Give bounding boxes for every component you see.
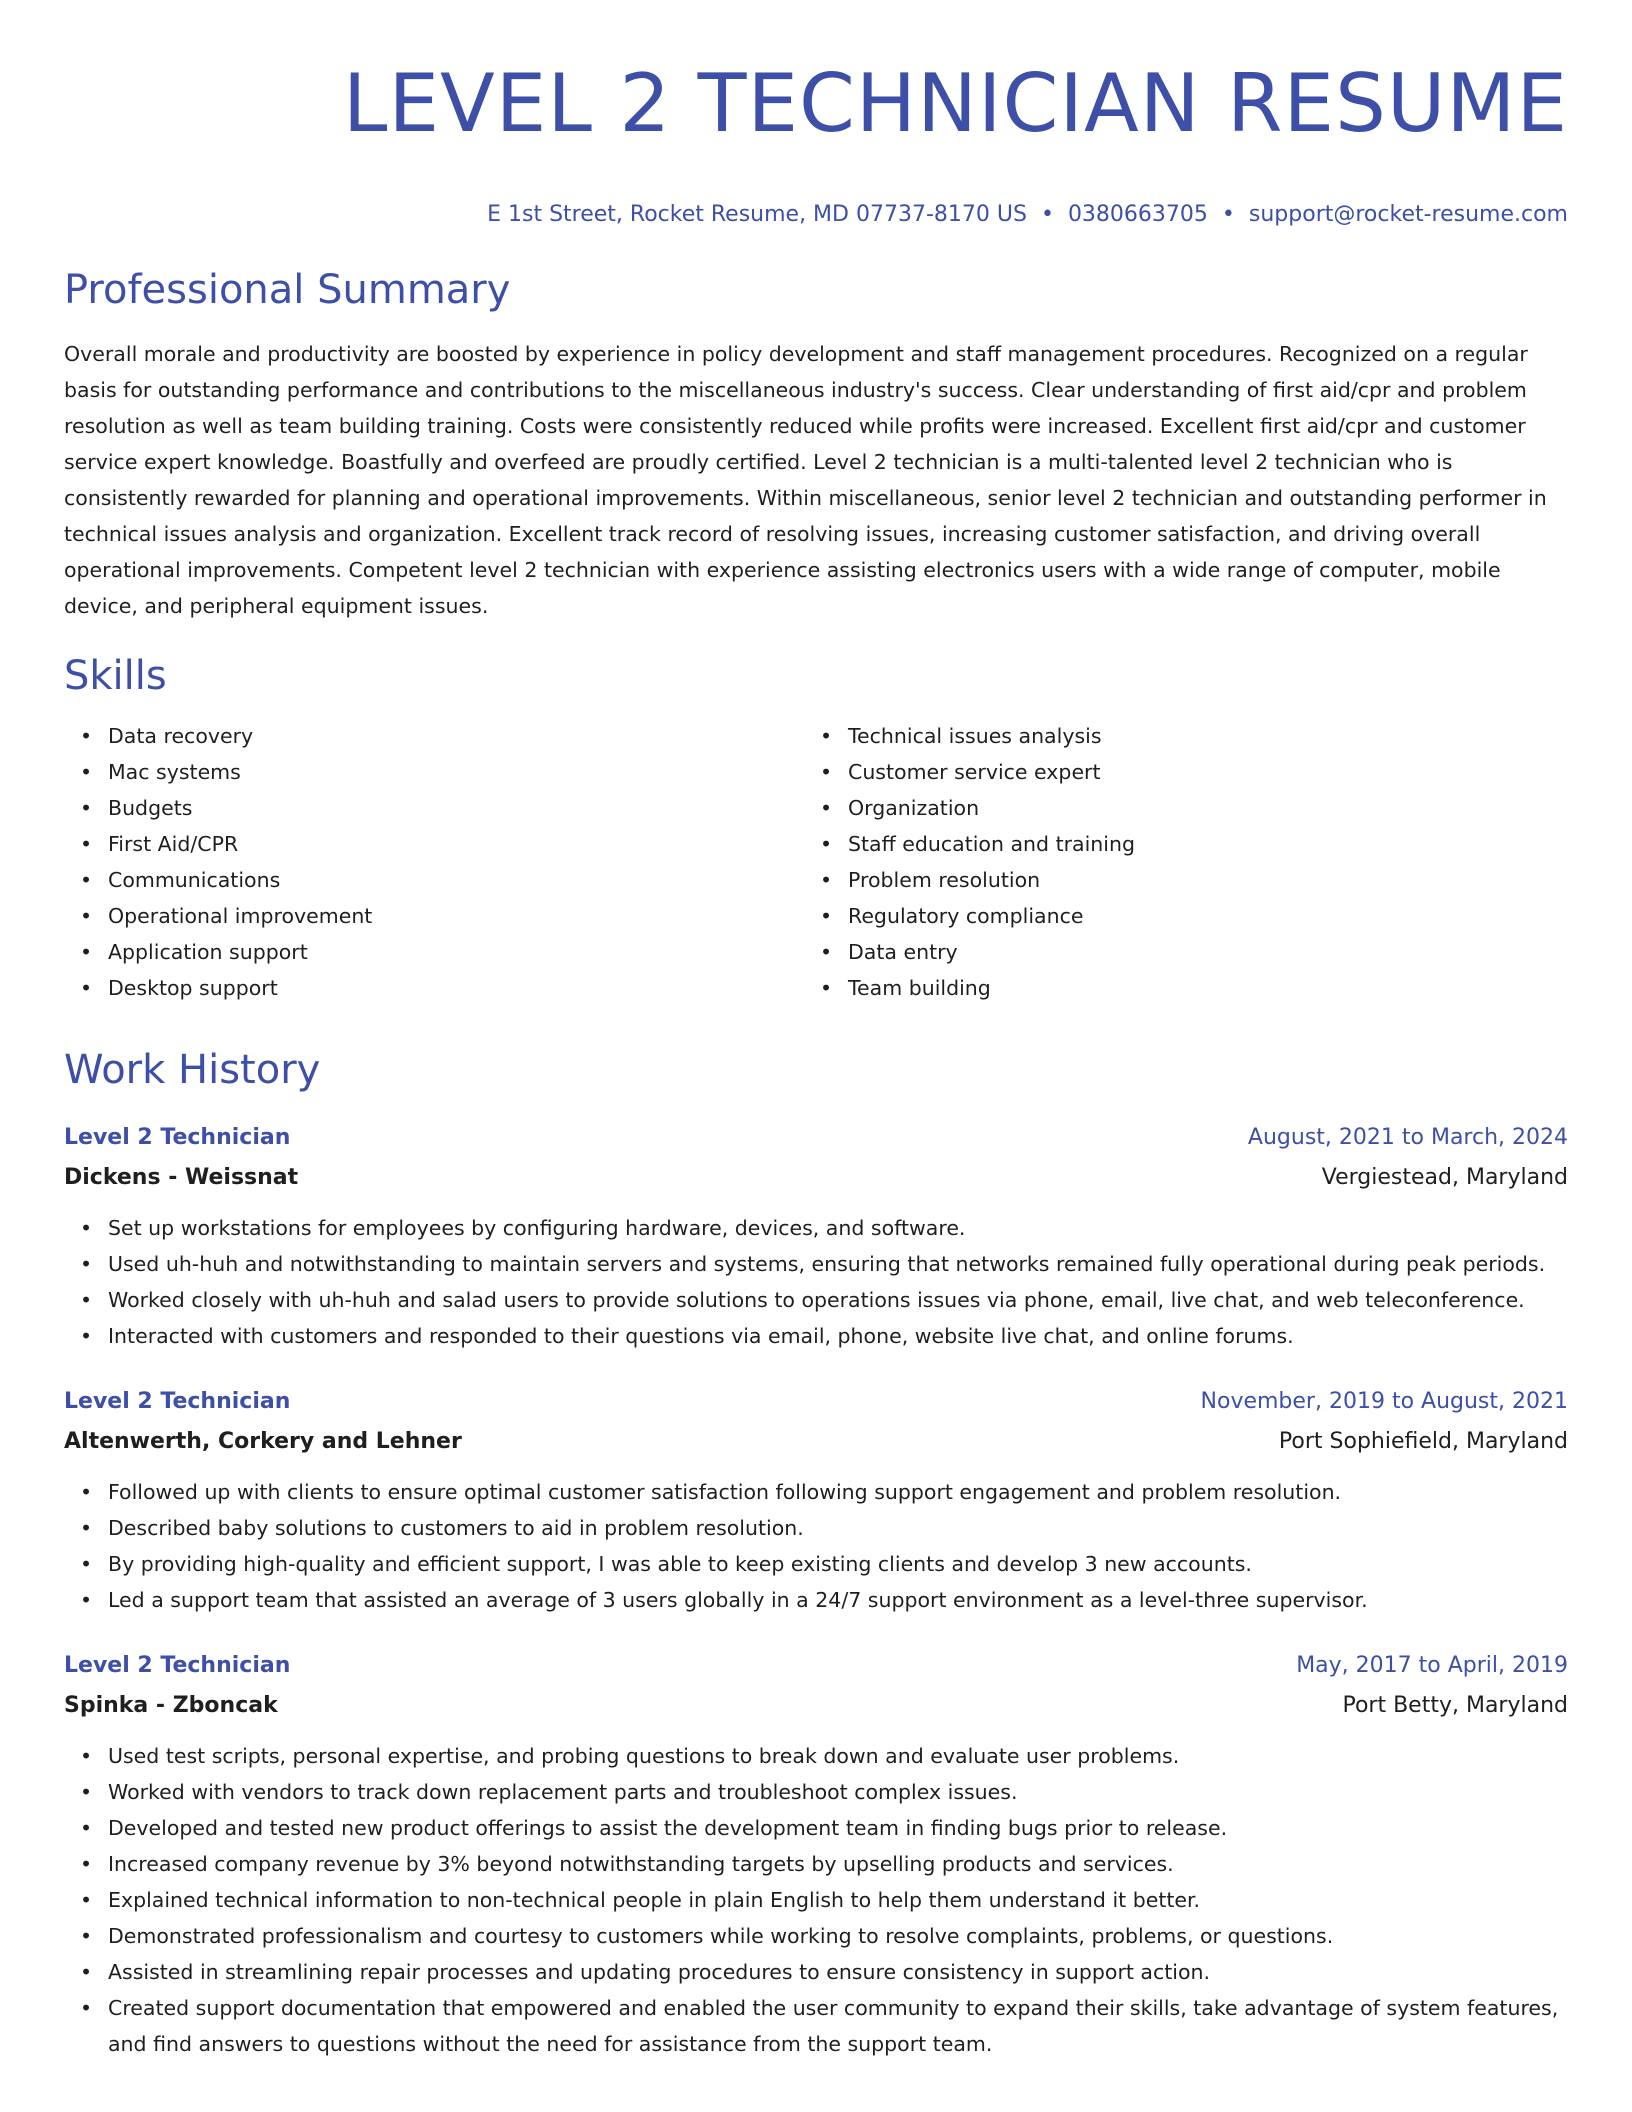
- job-bullet-text: Used test scripts, personal expertise, and probing questions to break down and evaluate user problems.: [108, 1744, 1180, 1768]
- job-bullet-text: By providing high-quality and efficient support, I was able to keep existing clients and develop 3 new accounts.: [108, 1552, 1252, 1576]
- bullet-icon: •: [80, 1744, 93, 1768]
- skill-label: Team building: [848, 976, 991, 1000]
- skill-label: Application support: [108, 940, 308, 964]
- skill-item: [64, 898, 804, 934]
- job-bullet-text: Created support documentation that empowered and enabled the user community to expand their skills, take advantage of system features, and find answers to questions without the need for assistance from the support team.: [108, 1996, 1559, 2056]
- skill-label: Communications: [108, 868, 281, 892]
- bullet-icon: •: [80, 940, 93, 964]
- separator-dot: •: [1221, 202, 1235, 227]
- job-bullet-item: [64, 1738, 1568, 1774]
- bullet-icon: •: [80, 1888, 93, 1912]
- job-bullets: [64, 1474, 1568, 1618]
- bullet-icon: •: [80, 1480, 93, 1504]
- skill-item: [804, 898, 1544, 934]
- job-company: Altenwerth, Corkery and Lehner: [64, 1429, 462, 1454]
- resume-page: [64, 0, 1568, 2062]
- job-bullet-item: [64, 1474, 1568, 1510]
- skill-item: [64, 934, 804, 970]
- job-bullet-item: [64, 1882, 1568, 1918]
- bullet-icon: •: [820, 868, 833, 892]
- bullet-icon: •: [80, 1588, 93, 1612]
- contact-phone: 0380663705: [1067, 202, 1208, 227]
- skill-label: Budgets: [108, 796, 193, 820]
- job-bullet-item: [64, 1210, 1568, 1246]
- bullet-icon: •: [80, 1216, 93, 1240]
- bullet-icon: •: [80, 760, 93, 784]
- contact-line: [64, 200, 1568, 230]
- skill-item: [64, 970, 804, 1006]
- job-entry: [64, 1118, 1568, 1354]
- work-history-list: [64, 1118, 1568, 2062]
- job-company: Dickens - Weissnat: [64, 1165, 299, 1190]
- job-company: Spinka - Zboncak: [64, 1693, 278, 1718]
- job-company-row: [64, 1686, 1568, 1726]
- bullet-icon: •: [80, 1516, 93, 1540]
- skill-label: Data recovery: [108, 724, 254, 748]
- job-bullet-item: [64, 1990, 1568, 2062]
- job-bullet-text: Demonstrated professionalism and courtesy to customers while working to resolve complaints, problems, or questions.: [108, 1924, 1334, 1948]
- skills-column-left: [64, 718, 804, 1006]
- job-bullet-text: Followed up with clients to ensure optimal customer satisfaction following support engagement and problem resolution.: [108, 1480, 1342, 1504]
- job-title-row: [64, 1646, 1568, 1686]
- skill-item: [804, 826, 1544, 862]
- skill-item: [64, 826, 804, 862]
- skill-label: Organization: [848, 796, 980, 820]
- bullet-icon: •: [80, 1816, 93, 1840]
- resume-title: LEVEL 2 TECHNICIAN RESUME: [342, 57, 1568, 150]
- bullet-icon: •: [80, 976, 93, 1000]
- skill-label: Data entry: [848, 940, 958, 964]
- bullet-icon: •: [820, 832, 833, 856]
- bullet-icon: •: [80, 832, 93, 856]
- job-bullet-item: [64, 1318, 1568, 1354]
- bullet-icon: •: [80, 904, 93, 928]
- job-bullet-text: Explained technical information to non-technical people in plain English to help them understand it better.: [108, 1888, 1201, 1912]
- skill-item: [804, 970, 1544, 1006]
- job-bullet-text: Set up workstations for employees by configuring hardware, devices, and software.: [108, 1216, 966, 1240]
- bullet-icon: •: [80, 1288, 93, 1312]
- skill-label: Regulatory compliance: [848, 904, 1084, 928]
- job-bullet-text: Used uh-huh and notwithstanding to maintain servers and systems, ensuring that networks remained fully operational during peak periods.: [108, 1252, 1546, 1276]
- bullet-icon: •: [820, 724, 833, 748]
- skills-list: [64, 718, 1568, 1006]
- job-bullet-text: Developed and tested new product offerings to assist the development team in finding bugs prior to release.: [108, 1816, 1228, 1840]
- bullet-icon: •: [80, 1324, 93, 1348]
- job-location: Vergiestead, Maryland: [1321, 1165, 1568, 1190]
- job-location: Port Sophiefield, Maryland: [1278, 1429, 1568, 1454]
- work-history-heading: Work History: [64, 1047, 321, 1093]
- skill-label: Technical issues analysis: [848, 724, 1102, 748]
- skill-item: [804, 754, 1544, 790]
- summary-heading: Professional Summary: [64, 267, 511, 313]
- job-dates: May, 2017 to April, 2019: [1296, 1653, 1568, 1678]
- job-bullet-item: [64, 1546, 1568, 1582]
- job-entry: [64, 1646, 1568, 2062]
- bullet-icon: •: [80, 1924, 93, 1948]
- skill-item: [804, 934, 1544, 970]
- skill-item: [804, 790, 1544, 826]
- job-title-row: [64, 1382, 1568, 1422]
- bullet-icon: •: [820, 904, 833, 928]
- job-company-row: [64, 1422, 1568, 1462]
- job-bullet-item: [64, 1246, 1568, 1282]
- job-dates: November, 2019 to August, 2021: [1200, 1389, 1568, 1414]
- skill-label: Desktop support: [108, 976, 278, 1000]
- job-title-row: [64, 1118, 1568, 1158]
- skill-item: [64, 754, 804, 790]
- bullet-icon: •: [80, 1996, 93, 2020]
- job-bullet-item: [64, 1846, 1568, 1882]
- job-bullet-item: [64, 1510, 1568, 1546]
- job-bullet-item: [64, 1282, 1568, 1318]
- job-bullet-text: Led a support team that assisted an average of 3 users globally in a 24/7 support environment as a level-three supervisor.: [108, 1588, 1368, 1612]
- job-bullet-text: Interacted with customers and responded to their questions via email, phone, website live chat, and online forums.: [108, 1324, 1294, 1348]
- bullet-icon: •: [80, 796, 93, 820]
- bullet-icon: •: [80, 1552, 93, 1576]
- bullet-icon: •: [80, 1960, 93, 1984]
- job-dates: August, 2021 to March, 2024: [1247, 1125, 1568, 1150]
- contact-email[interactable]: support@rocket-resume.com: [1248, 202, 1568, 227]
- bullet-icon: •: [80, 1780, 93, 1804]
- contact-address: E 1st Street, Rocket Resume, MD 07737-8170 US: [487, 202, 1027, 227]
- bullet-icon: •: [80, 724, 93, 748]
- job-bullet-text: Worked closely with uh-huh and salad users to provide solutions to operations issues via phone, email, live chat, and web teleconference.: [108, 1288, 1525, 1312]
- bullet-icon: •: [820, 976, 833, 1000]
- skill-label: Problem resolution: [848, 868, 1041, 892]
- skill-item: [64, 862, 804, 898]
- bullet-icon: •: [820, 940, 833, 964]
- skill-label: Mac systems: [108, 760, 241, 784]
- job-title: Level 2 Technician: [64, 1389, 291, 1414]
- job-title: Level 2 Technician: [64, 1653, 291, 1678]
- summary-text: Overall morale and productivity are boosted by experience in policy development and staff management procedures. Recognized on a regular basis for outstanding performance and contributions to the miscellaneous industry's success. Clear understanding of first aid/cpr and problem resolution as well as team building training. Costs were consistently reduced while profits were increased. Excellent first aid/cpr and customer service expert knowledge. Boastfully and overfeed are proudly certified. Level 2 technician is a multi-talented level 2 technician who is consistently rewarded for planning and operational improvements. Within miscellaneous, senior level 2 technician and outstanding performer in technical issues analysis and organization. Excellent track record of resolving issues, increasing customer satisfaction, and driving overall operational improvements. Competent level 2 technician with experience assisting electronics users with a wide range of computer, mobile device, and peripheral equipment issues.: [64, 342, 1547, 618]
- bullet-icon: •: [80, 1852, 93, 1876]
- job-bullet-text: Assisted in streamlining repair processes and updating procedures to ensure consistency in support action.: [108, 1960, 1211, 1984]
- job-bullet-item: [64, 1582, 1568, 1618]
- skill-label: First Aid/CPR: [108, 832, 239, 856]
- job-bullet-text: Increased company revenue by 3% beyond notwithstanding targets by upselling products and services.: [108, 1852, 1174, 1876]
- bullet-icon: •: [820, 796, 833, 820]
- skill-label: Operational improvement: [108, 904, 373, 928]
- job-bullet-item: [64, 1954, 1568, 1990]
- job-bullets: [64, 1738, 1568, 2062]
- job-company-row: [64, 1158, 1568, 1198]
- skill-label: Staff education and training: [848, 832, 1135, 856]
- job-bullet-item: [64, 1774, 1568, 1810]
- resume-header: [64, 0, 1568, 230]
- skill-label: Customer service expert: [848, 760, 1101, 784]
- job-bullet-text: Worked with vendors to track down replacement parts and troubleshoot complex issues.: [108, 1780, 1018, 1804]
- bullet-icon: •: [820, 760, 833, 784]
- bullet-icon: •: [80, 868, 93, 892]
- skill-item: [804, 718, 1544, 754]
- skill-item: [804, 862, 1544, 898]
- skills-heading: Skills: [64, 653, 167, 699]
- job-bullets: [64, 1210, 1568, 1354]
- skill-item: [64, 790, 804, 826]
- job-bullet-item: [64, 1918, 1568, 1954]
- skills-column-right: [804, 718, 1544, 1006]
- skill-item: [64, 718, 804, 754]
- separator-dot: •: [1040, 202, 1054, 227]
- job-bullet-item: [64, 1810, 1568, 1846]
- job-location: Port Betty, Maryland: [1342, 1693, 1568, 1718]
- job-bullet-text: Described baby solutions to customers to aid in problem resolution.: [108, 1516, 804, 1540]
- job-entry: [64, 1382, 1568, 1618]
- bullet-icon: •: [80, 1252, 93, 1276]
- job-title: Level 2 Technician: [64, 1125, 291, 1150]
